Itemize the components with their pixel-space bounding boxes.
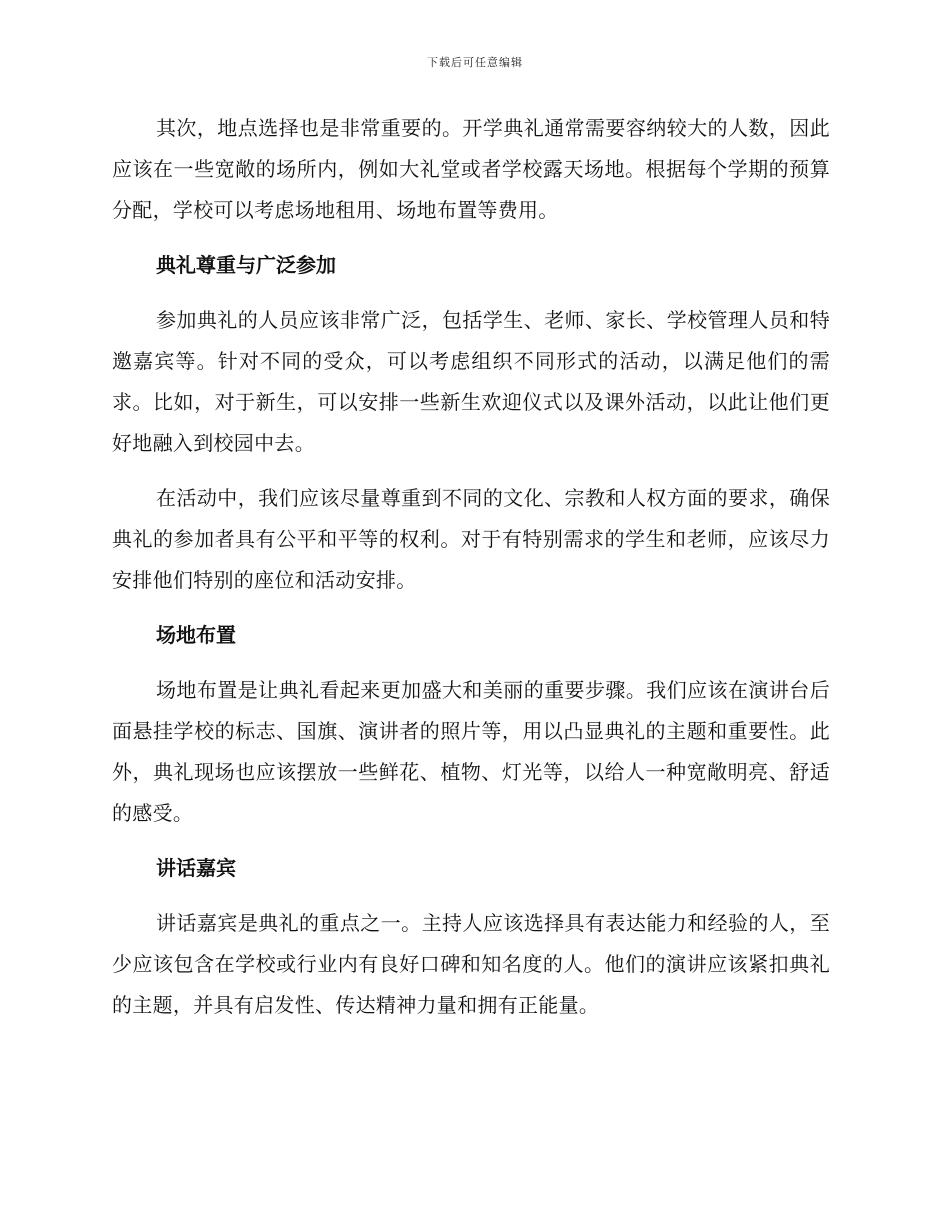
heading-venue-layout: 场地布置 [156,623,236,647]
heading-speakers: 讲话嘉宾 [156,856,236,880]
paragraph-venue-layout: 场地布置是让典礼看起来更加盛大和美丽的重要步骤。我们应该在演讲台后面悬挂学校的标志、国旗、演讲者的照片等，用以凸显典礼的主题和重要性。此外，典礼现场也应该摆放一些鲜花、植物、灯光等，以给人一种宽敞明亮、舒适的感受。 [112,678,830,825]
header-note: 下载后可任意编辑 [427,56,523,69]
heading-respect-participation: 典礼尊重与广泛参加 [156,253,336,277]
document-body [112,108,830,1040]
paragraph-respect: 在活动中，我们应该尽量尊重到不同的文化、宗教和人权方面的要求，确保典礼的参加者具有公平和平等的权利。对于有特别需求的学生和老师，应该尽力安排他们特别的座位和活动安排。 [112,486,830,592]
paragraph-speakers: 讲话嘉宾是典礼的重点之一。主持人应该选择具有表达能力和经验的人，至少应该包含在学校或行业内有良好口碑和知名度的人。他们的演讲应该紧扣典礼的主题，并具有启发性、传达精神力量和拥有正能量。 [112,911,830,1017]
paragraph-venue-choice: 其次，地点选择也是非常重要的。开学典礼通常需要容纳较大的人数，因此应该在一些宽敞的场所内，例如大礼堂或者学校露天场地。根据每个学期的预算分配，学校可以考虑场地租用、场地布置等费用。 [112,116,830,222]
paragraph-participants: 参加典礼的人员应该非常广泛，包括学生、老师、家长、学校管理人员和特邀嘉宾等。针对不同的受众，可以考虑组织不同形式的活动，以满足他们的需求。比如，对于新生，可以安排一些新生欢迎仪式以及课外活动，以此让他们更好地融入到校园中去。 [112,308,830,455]
